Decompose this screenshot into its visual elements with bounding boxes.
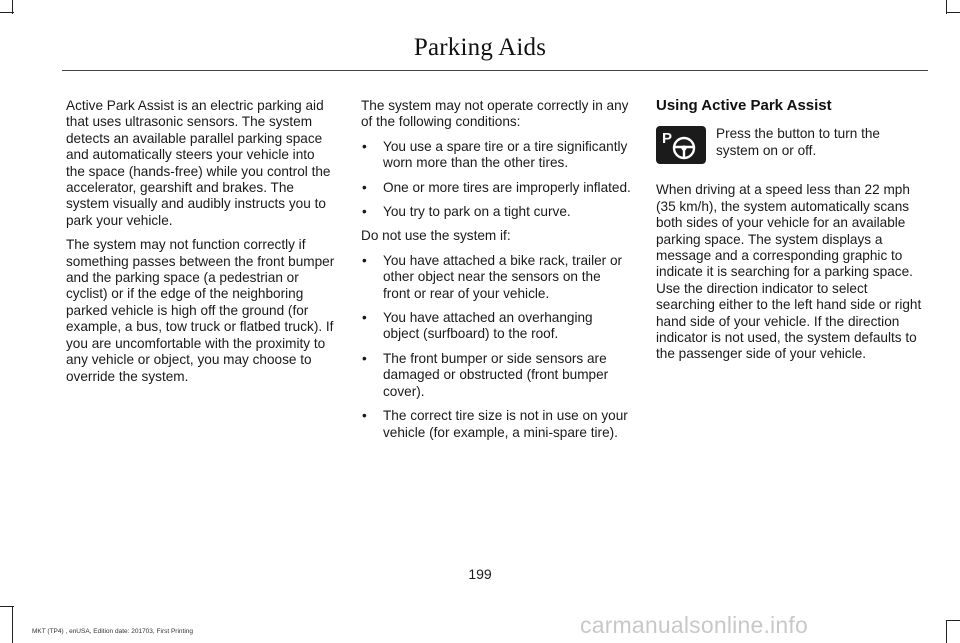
crop-mark — [946, 620, 960, 621]
list-item: • You have attached a bike rack, trailer or other object near the sensors on the front or rear of your vehicle. — [362, 252, 623, 301]
list-item: • The front bumper or side sensors are damaged or obstructed (front bumper cover). — [362, 350, 609, 399]
page-title: Parking Aids — [413, 34, 547, 61]
column-2 — [361, 98, 631, 449]
bullet-glyph: • — [362, 310, 367, 326]
conditions-list — [361, 139, 631, 221]
bullet-glyph: • — [362, 350, 367, 366]
conditions-intro: The system may not operate correctly in any of the following conditions: — [361, 98, 629, 130]
crop-mark — [12, 606, 13, 643]
icon-caption: Press the button to turn the system on or off. — [716, 126, 880, 158]
do-not-use-list — [361, 253, 631, 441]
do-not-use-intro: Do not use the system if: — [361, 228, 511, 244]
page-number: 199 — [468, 566, 492, 582]
bullet-glyph: • — [362, 252, 367, 268]
icon-row — [656, 126, 926, 172]
crop-mark — [946, 12, 960, 13]
crop-mark — [946, 620, 947, 643]
bullet-glyph: • — [362, 138, 367, 154]
warning-paragraph: The system may not function correctly if something passes between the front bumper and the parking space (a pedestrian or cyclist) or if the edge of the neighboring parked vehicle is high off the ground (for example, a bus, tow truck or flatbed truck). If you are uncomfortable with the proximity to any vehicle or object, you may choose to override the system. — [66, 237, 335, 384]
intro-paragraph: Active Park Assist is an electric parking aid that uses ultrasonic sensors. The system detects an available parallel parking space and automatically steers your vehicle into the space (hands-free) while you control the accelerator, gearshift and brakes. The system visually and audibly instructs you to park your vehicle. — [66, 98, 331, 228]
list-item: • One or more tires are improperly inflated. — [362, 179, 631, 195]
list-item: • You have attached an overhanging object (surfboard) to the roof. — [362, 310, 593, 342]
section-heading: Using Active Park Assist — [656, 97, 832, 114]
column-3 — [656, 98, 926, 371]
header-rule — [62, 70, 928, 71]
crop-mark — [0, 606, 14, 607]
list-item: • You try to park on a tight curve. — [362, 204, 571, 220]
watermark: carmanualsonline.info — [580, 612, 808, 638]
svg-text:P: P — [662, 130, 673, 148]
column-1 — [66, 98, 336, 393]
crop-mark — [0, 12, 14, 13]
bullet-glyph: • — [362, 408, 367, 424]
bullet-glyph: • — [362, 204, 367, 220]
bullet-glyph: • — [362, 179, 367, 195]
footer-edition: MKT (TP4) , enUSA, Edition date: 201703, First Printing — [32, 628, 194, 635]
list-item: • You use a spare tire or a tire significantly worn more than the other tires. — [362, 138, 628, 171]
list-item: • The correct tire size is not in use on your vehicle (for example, a mini-spare tire). — [362, 408, 628, 440]
active-park-assist-icon — [656, 126, 706, 164]
scan-paragraph: When driving at a speed less than 22 mph (35 km/h), the system automatically scans both sides of your vehicle for an available parking space. The system displays a message and a corresponding graphic to indicate it is searching for a parking space. Use the direction indicator to select searching either to the left hand side or right hand side of your vehicle. If the direction indicator is not used, the system defaults to the passenger side of your vehicle. — [656, 182, 922, 362]
